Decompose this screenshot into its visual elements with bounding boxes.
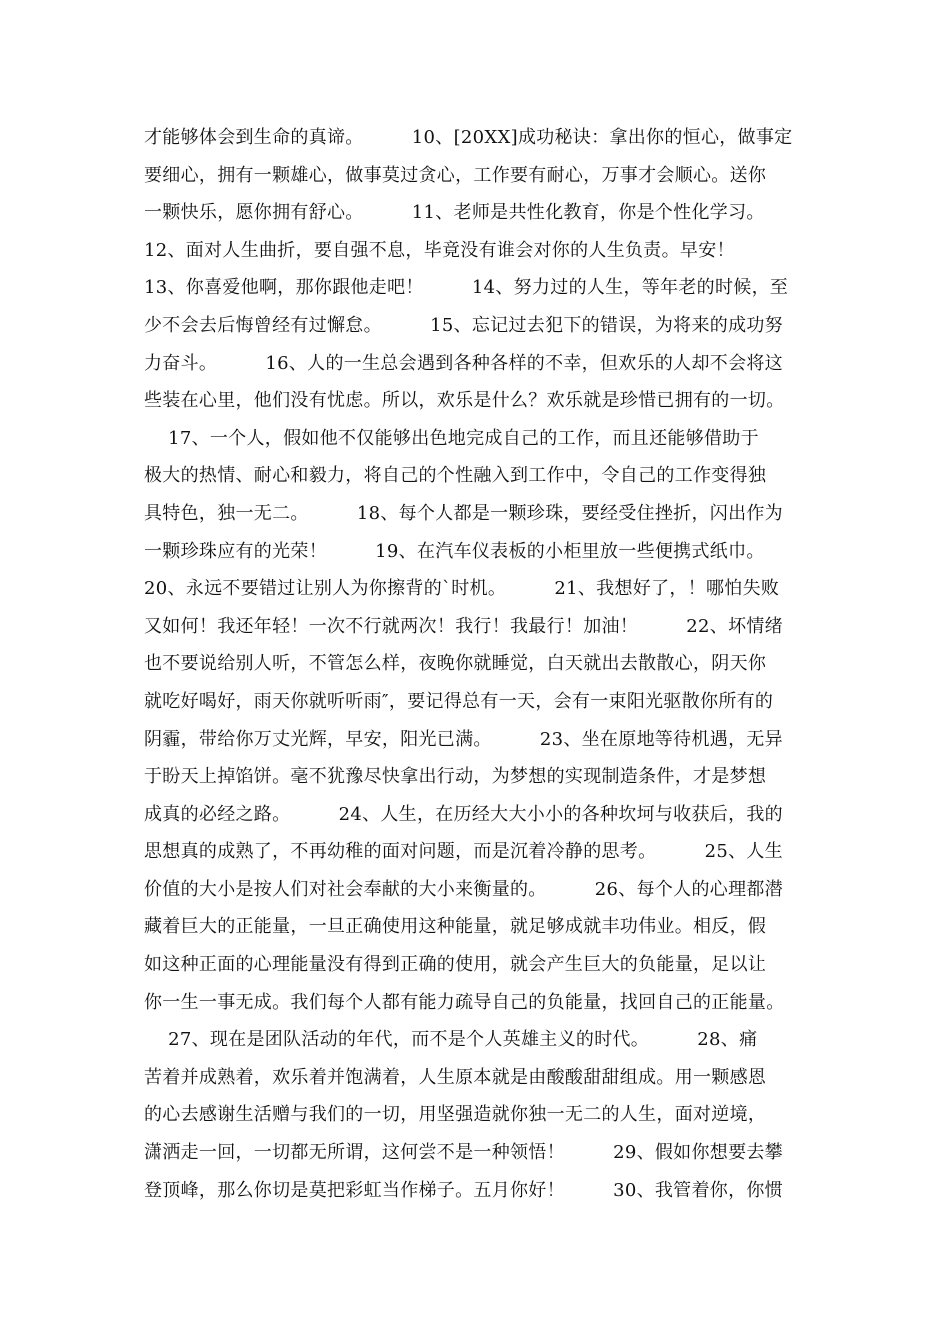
text-line: 13、你喜爱他啊，那你跟他走吧！ 14、努力过的人生，等年老的时候，至 bbox=[144, 277, 789, 299]
text-line: 20、永远不要错过让别人为你擦背的`时机。 21、我想好了，！哪怕失败 bbox=[144, 578, 780, 600]
text-line: 极大的热情、耐心和毅力，将自己的个性融入到工作中，令自己的工作变得独 bbox=[144, 465, 767, 487]
text-line: 具特色，独一无二。 18、每个人都是一颗珍珠，要经受住挫折，闪出作为 bbox=[144, 502, 783, 524]
text-line: 苦着并成熟着，欢乐着并饱满着，人生原本就是由酸酸甜甜组成。用一颗感恩 bbox=[144, 1066, 767, 1088]
text-line: 力奋斗。 16、人的一生总会遇到各种各样的不幸，但欢乐的人却不会将这 bbox=[144, 352, 783, 374]
text-line: 也不要说给别人听，不管怎么样，夜晚你就睡觉，白天就出去散散心，阴天你 bbox=[144, 653, 767, 675]
text-line: 价值的大小是按人们对社会奉献的大小来衡量的。 26、每个人的心理都潜 bbox=[144, 878, 783, 900]
text-line: 些装在心里，他们没有忧虑。所以，欢乐是什么？欢乐就是珍惜已拥有的一切。 bbox=[144, 390, 785, 412]
text-line: 潇洒走一回，一切都无所谓，这何尝不是一种领悟！ 29、假如你想要去攀 bbox=[144, 1142, 783, 1164]
text-line: 要细心，拥有一颗雄心，做事莫过贪心，工作要有耐心，万事才会顺心。送你 bbox=[144, 164, 767, 186]
text-line: 你一生一事无成。我们每个人都有能力疏导自己的负能量，找回自己的正能量。 bbox=[144, 991, 785, 1013]
text-line: 12、面对人生曲折，要自强不息，毕竟没有谁会对你的人生负责。早安！ bbox=[144, 239, 735, 261]
text-line: 阴霾，带给你万丈光辉，早安，阳光已满。 23、坐在原地等待机遇，无异 bbox=[144, 728, 783, 750]
text-line: 如这种正面的心理能量没有得到正确的使用，就会产生巨大的负能量，足以让 bbox=[144, 954, 767, 976]
text-line: 登顶峰，那么你切是莫把彩虹当作梯子。五月你好！ 30、我管着你，你惯 bbox=[144, 1179, 783, 1201]
text-line: 才能够体会到生命的真谛。 10、[20XX]成功秘诀：拿出你的恒心，做事定 bbox=[144, 127, 793, 148]
text-line: 的心去感谢生活赠与我们的一切，用坚强造就你独一无二的人生，面对逆境， bbox=[144, 1104, 767, 1126]
text-line: 一颗珍珠应有的光荣！ 19、在汽车仪表板的小柜里放一些便携式纸巾。 bbox=[144, 540, 765, 562]
text-line: 藏着巨大的正能量，一旦正确使用这种能量，就足够成就丰功伟业。相反，假 bbox=[144, 916, 767, 938]
text-line: 一颗快乐，愿你拥有舒心。 11、老师是共性化教育，你是个性化学习。 bbox=[144, 202, 765, 224]
text-line: 于盼天上掉馅饼。毫不犹豫尽快拿出行动，为梦想的实现制造条件，才是梦想 bbox=[144, 766, 767, 788]
text-line: 就吃好喝好，雨天你就听听雨″，要记得总有一天，会有一束阳光驱散你所有的 bbox=[144, 690, 774, 712]
body-text bbox=[144, 119, 824, 1209]
text-line: 少不会去后悔曾经有过懈怠。 15、忘记过去犯下的错误，为将来的成功努 bbox=[144, 314, 783, 336]
text-line: 思想真的成熟了，不再幼稚的面对问题，而是沉着冷静的思考。 25、人生 bbox=[144, 841, 783, 863]
text-line: 又如何！我还年轻！一次不行就两次！我行！我最行！加油！ 22、坏情绪 bbox=[144, 615, 783, 637]
text-line: 27、现在是团队活动的年代，而不是个人英雄主义的时代。 28、痛 bbox=[144, 1029, 758, 1051]
text-line: 成真的必经之路。 24、人生，在历经大大小小的各种坎坷与收获后，我的 bbox=[144, 803, 783, 825]
text-line: 17、一个人，假如他不仅能够出色地完成自己的工作，而且还能够借助于 bbox=[144, 427, 759, 449]
